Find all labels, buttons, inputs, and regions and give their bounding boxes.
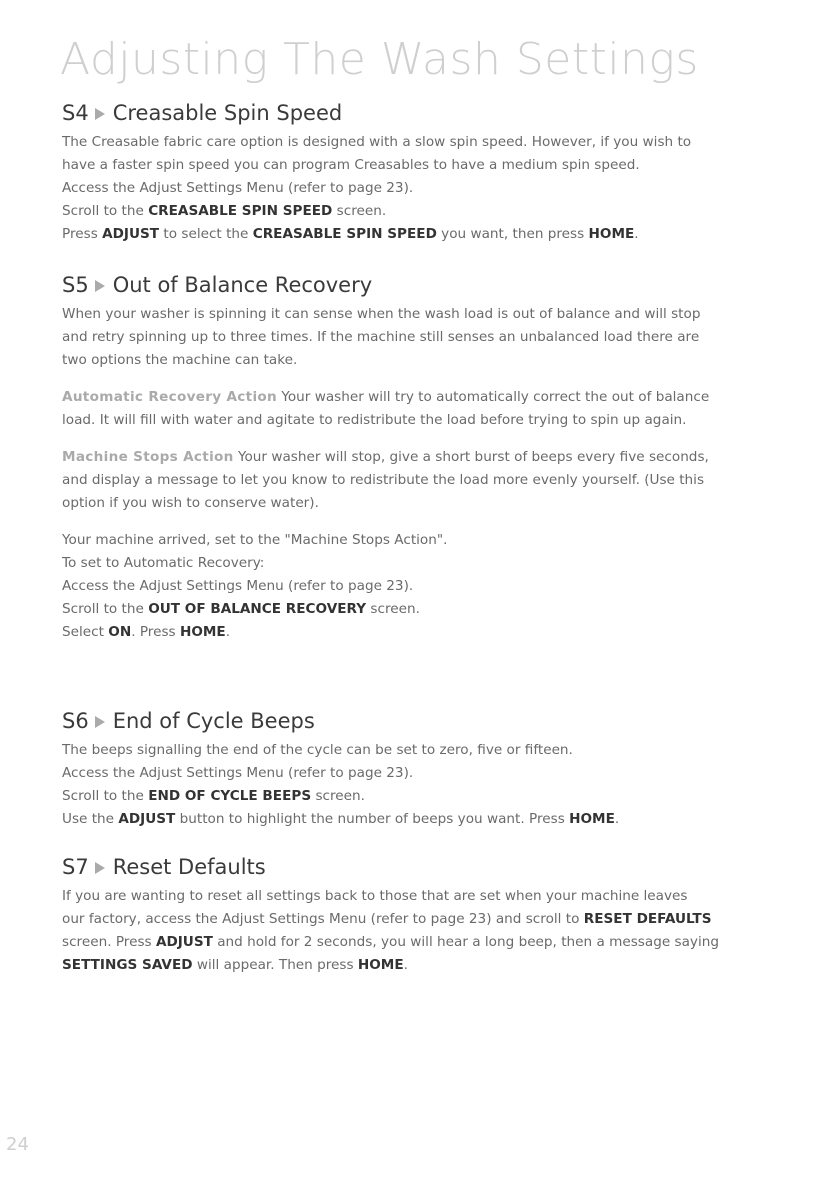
section-s5 bbox=[62, 272, 782, 644]
option-label: Machine Stops Action bbox=[62, 449, 234, 465]
paragraph: When your washer is spinning it can sense when the wash load is out of balance and will stop bbox=[62, 306, 701, 322]
section-heading bbox=[62, 854, 782, 881]
paragraph: Machine Stops Action Your washer will stop, give a short burst of beeps every five seconds, bbox=[62, 449, 709, 465]
section-title: Out of Balance Recovery bbox=[112, 273, 373, 297]
section-s6 bbox=[62, 708, 782, 831]
paragraph: screen. Press ADJUST and hold for 2 seconds, you will hear a long beep, then a message saying bbox=[62, 934, 719, 950]
paragraph: The beeps signalling the end of the cycle can be set to zero, five or fifteen. bbox=[62, 742, 573, 758]
section-title: Creasable Spin Speed bbox=[112, 101, 343, 125]
paragraph: Access the Adjust Settings Menu (refer to page 23). bbox=[62, 765, 414, 781]
paragraph: Use the ADJUST button to highlight the number of beeps you want. Press HOME. bbox=[62, 811, 620, 827]
paragraph: and display a message to let you know to redistribute the load more evenly yourself. (Use this bbox=[62, 472, 705, 488]
paragraph: option if you wish to conserve water). bbox=[62, 495, 319, 511]
page-title: Adjusting The Wash Settings bbox=[60, 34, 699, 85]
arrow-right-icon bbox=[95, 280, 105, 292]
paragraph: Select ON. Press HOME. bbox=[62, 624, 231, 640]
section-heading bbox=[62, 708, 782, 735]
page-number: 24 bbox=[6, 1134, 29, 1155]
option-label: Automatic Recovery Action bbox=[62, 389, 278, 405]
paragraph: have a faster spin speed you can program Creasables to have a medium spin speed. bbox=[62, 157, 640, 173]
paragraph: load. It will fill with water and agitate to redistribute the load before trying to spin up again. bbox=[62, 412, 687, 428]
paragraph: Your machine arrived, set to the "Machine Stops Action". bbox=[62, 532, 448, 548]
paragraph: Automatic Recovery Action Your washer will try to automatically correct the out of balance bbox=[62, 389, 710, 405]
arrow-right-icon bbox=[95, 862, 105, 874]
paragraph: Scroll to the END OF CYCLE BEEPS screen. bbox=[62, 788, 365, 804]
paragraph: Press ADJUST to select the CREASABLE SPIN SPEED you want, then press HOME. bbox=[62, 226, 639, 242]
paragraph: If you are wanting to reset all settings back to those that are set when your machine leaves bbox=[62, 888, 688, 904]
section-code: S4 bbox=[62, 101, 89, 125]
paragraph: and retry spinning up to three times. If the machine still senses an unbalanced load there are bbox=[62, 329, 700, 345]
section-code: S5 bbox=[62, 273, 89, 297]
section-title: Reset Defaults bbox=[112, 855, 266, 879]
section-heading bbox=[62, 100, 782, 127]
arrow-right-icon bbox=[95, 716, 105, 728]
paragraph: To set to Automatic Recovery: bbox=[62, 555, 265, 571]
section-code: S6 bbox=[62, 709, 89, 733]
section-s4 bbox=[62, 100, 782, 246]
section-code: S7 bbox=[62, 855, 89, 879]
paragraph: SETTINGS SAVED will appear. Then press HOME. bbox=[62, 957, 408, 973]
paragraph: our factory, access the Adjust Settings Menu (refer to page 23) and scroll to RESET DEFAULTS bbox=[62, 911, 712, 927]
arrow-right-icon bbox=[95, 108, 105, 120]
section-heading bbox=[62, 272, 782, 299]
paragraph: The Creasable fabric care option is designed with a slow spin speed. However, if you wish to bbox=[62, 134, 692, 150]
section-s7 bbox=[62, 854, 782, 977]
paragraph: Access the Adjust Settings Menu (refer to page 23). bbox=[62, 180, 414, 196]
paragraph: two options the machine can take. bbox=[62, 352, 298, 368]
paragraph: Access the Adjust Settings Menu (refer to page 23). bbox=[62, 578, 414, 594]
paragraph: Scroll to the CREASABLE SPIN SPEED screen. bbox=[62, 203, 387, 219]
section-title: End of Cycle Beeps bbox=[112, 709, 315, 733]
paragraph: Scroll to the OUT OF BALANCE RECOVERY screen. bbox=[62, 601, 420, 617]
